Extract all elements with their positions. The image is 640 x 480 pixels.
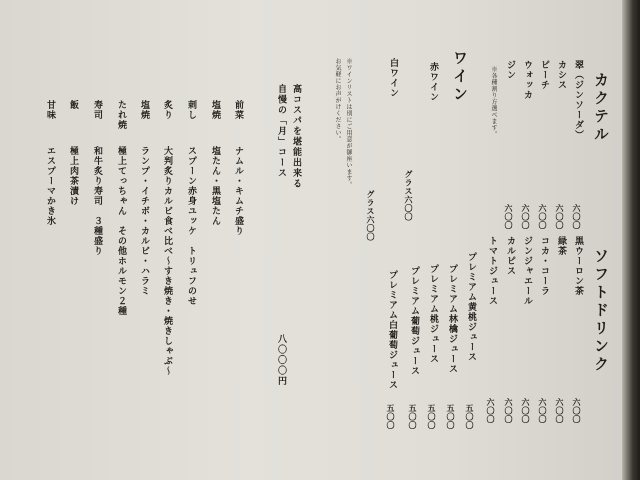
course-category: 刺し — [186, 100, 196, 120]
soft-drink-price: 五〇〇 — [465, 404, 475, 430]
wine-heading: ワイン — [451, 50, 469, 104]
cocktail-heading: カクテル — [592, 72, 610, 144]
course-title: 自慢の「月」コース — [276, 84, 286, 179]
course-title: 高コスパを堪能出来る — [291, 84, 301, 189]
soft-drink-item: プレミアム葡萄ジュース — [409, 266, 419, 376]
course-dish: エスプーマかき氷 — [45, 146, 55, 226]
cocktail-price: 六〇〇 — [538, 204, 548, 230]
course-category: 飯 — [68, 100, 78, 110]
soft-drink-price: 五〇〇 — [386, 404, 396, 430]
soft-drink-item: 黒ウーロン茶 — [573, 236, 583, 296]
course-category: 寿司 — [92, 100, 102, 120]
cocktail-item: ジン — [505, 60, 515, 80]
soft-drink-price: 六〇〇 — [555, 398, 565, 424]
wine-list-note: ※ワインリストは別にご用意が御座います。 — [345, 58, 352, 188]
wine-price: グラス六〇〇 — [404, 170, 414, 221]
cocktail-item: カシス — [556, 60, 566, 90]
wine-price: グラス六〇〇 — [366, 190, 376, 241]
soft-drink-item: カルピス — [505, 236, 515, 276]
course-category: 塩焼 — [139, 100, 149, 120]
cocktail-item: ウォッカ — [522, 60, 532, 100]
course-category: 前菜 — [233, 100, 243, 120]
course-price: 八〇〇〇円 — [276, 334, 286, 387]
course-dish: 極上肉茶漬け — [68, 146, 78, 206]
soft-drink-price: 六〇〇 — [486, 398, 496, 424]
course-dish: ランプ・イチボ・カルビ・ハラミ — [139, 146, 149, 296]
soft-drink-item: コカ・コーラ — [539, 236, 549, 296]
cocktail-price: 六〇〇 — [504, 204, 514, 230]
soft-drink-item: 緑茶 — [556, 236, 566, 256]
soft-drink-item: ジンジャエール — [522, 236, 532, 306]
soft-drink-item: プレミアム黄桃ジュース — [466, 252, 476, 362]
course-category: たれ焼 — [116, 100, 126, 130]
soft-drink-price: 五〇〇 — [408, 404, 418, 430]
cocktail-item: ピーチ — [539, 60, 549, 90]
soft-drink-price: 五〇〇 — [427, 404, 437, 430]
course-dish: 塩たん・黒塩たん — [210, 146, 220, 226]
wine-item: 赤ワイン — [428, 62, 438, 102]
soft-drink-heading: ソフトドリンク — [592, 248, 610, 374]
course-category: 甘味 — [45, 100, 55, 120]
page-edge — [622, 0, 640, 480]
course-dish: 和牛炙り寿司 ３種盛り — [92, 146, 102, 256]
soft-drink-item: プレミアム桃ジュース — [428, 264, 438, 364]
wine-list-note: お気軽にお声がけください。 — [334, 58, 341, 143]
cocktail-note: ※各種割り方選べます。 — [490, 66, 497, 138]
cocktail-price: 六〇〇 — [521, 204, 531, 230]
course-dish: スプーン赤身ユッケ トリュフのせ — [186, 146, 196, 306]
soft-drink-price: 六〇〇 — [521, 398, 531, 424]
course-dish: 極上てっちゃん その他ホルモン２種 — [116, 146, 126, 316]
soft-drink-price: 六〇〇 — [538, 398, 548, 424]
cocktail-price: 六〇〇 — [555, 204, 565, 230]
soft-drink-price: 六〇〇 — [572, 398, 582, 424]
cocktail-price: 六〇〇 — [572, 204, 582, 230]
cocktail-item: 翠（ジンソーダ） — [573, 60, 583, 140]
wine-item: 白ワイン — [388, 58, 398, 98]
course-dish: 大判炙りカルビ食べ比べ〜すき焼き・焼きしゃぶ〜 — [162, 146, 172, 376]
course-dish: ナムル・キムチ盛り — [233, 146, 243, 236]
soft-drink-price: 五〇〇 — [446, 404, 456, 430]
soft-drink-item: プレミアム林檎ジュース — [447, 264, 457, 374]
course-category: 塩焼 — [210, 100, 220, 120]
soft-drink-price: 六〇〇 — [504, 398, 514, 424]
soft-drink-item: プレミアム白葡萄ジュース — [387, 270, 397, 390]
soft-drink-item: トマトジュース — [487, 236, 497, 306]
course-category: 炙り — [162, 100, 172, 120]
